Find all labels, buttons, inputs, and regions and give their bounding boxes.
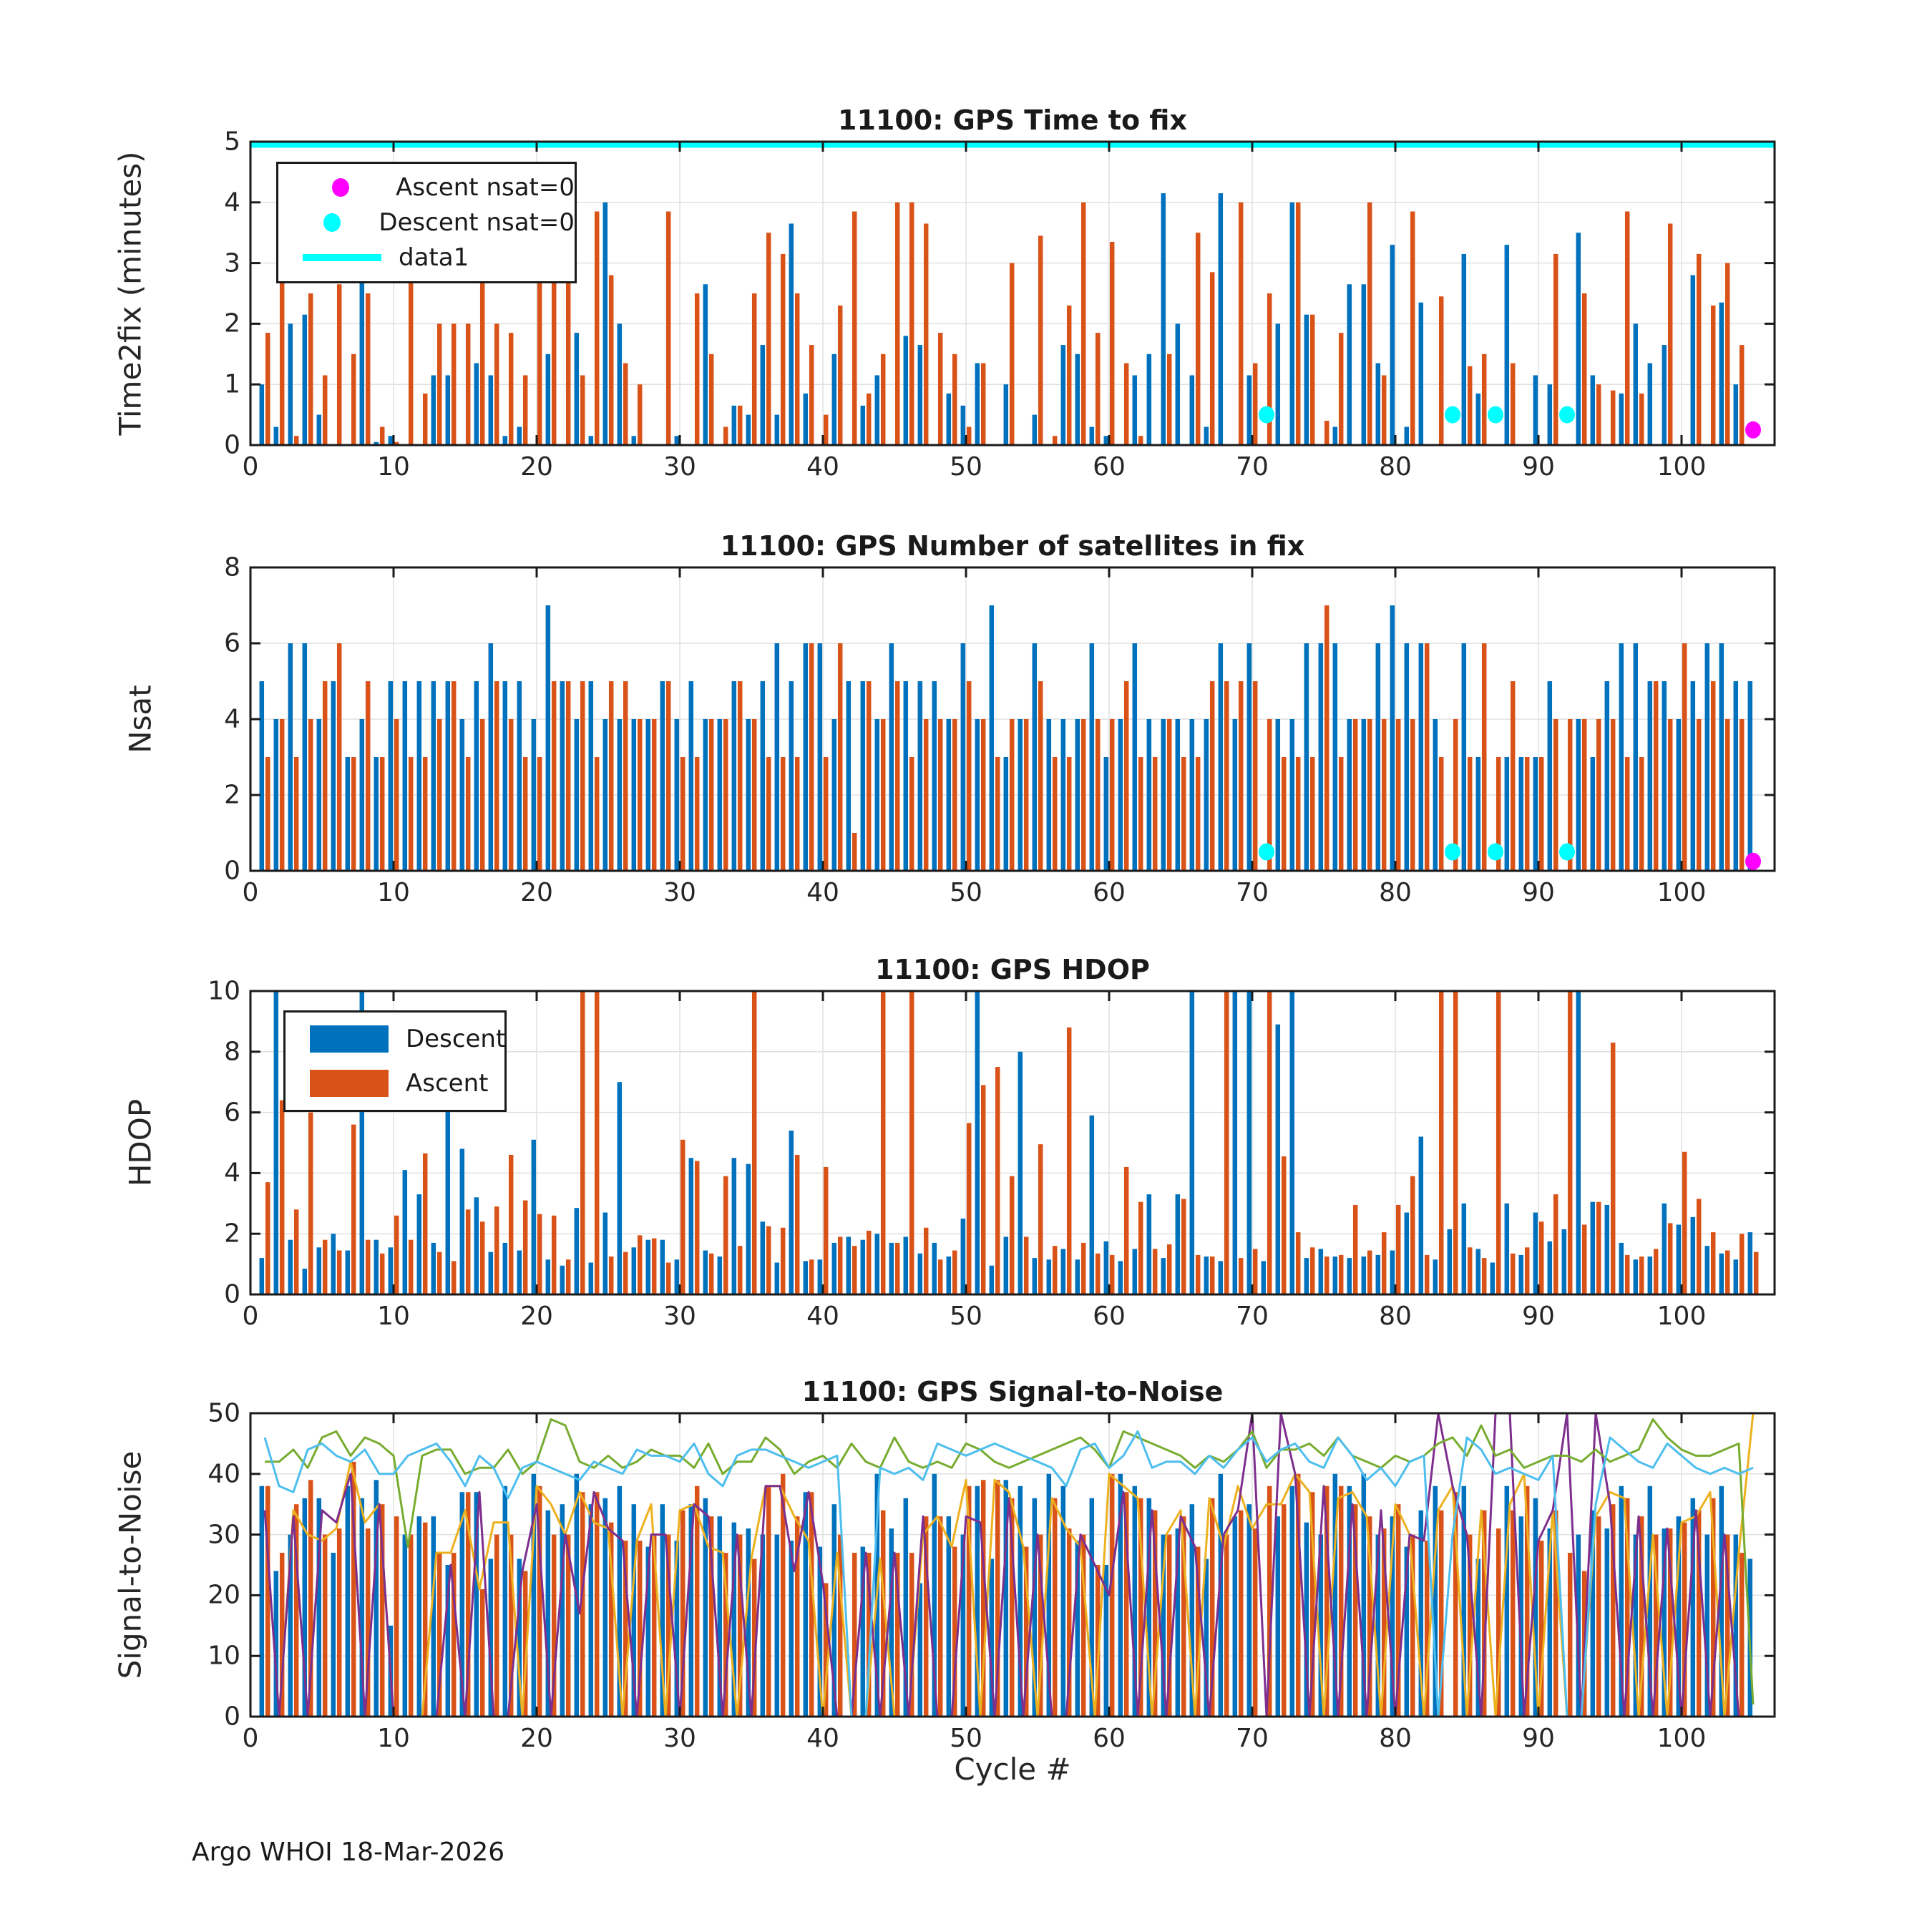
marker-descent-nsat-0 [1445,844,1460,861]
x-tick-label: 40 [806,878,839,907]
chart-canvas [250,1413,1775,1717]
chart3-ylabel: HDOP [122,1098,158,1187]
x-tick-label: 70 [1236,878,1269,907]
legend-item-descent [286,1025,504,1053]
chart3-title: 11100: GPS HDOP [875,954,1150,985]
y-tick-label: 0 [224,1702,240,1732]
x-tick-label: 60 [1093,1724,1126,1753]
chart4-title: 11100: GPS Signal-to-Noise [801,1376,1224,1407]
y-tick-label: 4 [224,187,240,218]
x-tick-label: 70 [1236,1302,1269,1331]
y-tick-label: 0 [224,856,240,886]
y-tick-label: 40 [208,1459,240,1489]
x-tick-label: 50 [950,1302,982,1331]
chart-canvas [250,567,1775,871]
x-tick-label: 20 [520,1302,553,1331]
x-tick-label: 40 [806,452,839,482]
x-tick-label: 0 [242,452,259,482]
y-tick-label: 10 [208,1641,240,1671]
legend-item-ascent-nsat0 [278,173,575,202]
y-tick-label: 2 [224,1219,240,1249]
y-tick-label: 4 [224,704,240,734]
signal-to-noise-plot [208,1398,1775,1753]
cyan-dot-icon [323,213,341,232]
x-tick-label: 100 [1657,1302,1707,1331]
y-tick-label: 20 [208,1580,240,1610]
legend-label: Descent [406,1025,506,1053]
marker-descent-nsat-0 [1488,406,1503,424]
x-tick-label: 80 [1379,1724,1412,1753]
x-tick-label: 10 [377,1724,410,1753]
x-tick-label: 100 [1657,452,1707,482]
y-tick-label: 2 [224,308,240,338]
x-tick-label: 80 [1379,1302,1412,1331]
x-tick-label: 80 [1379,452,1412,482]
x-tick-label: 0 [242,1302,259,1331]
legend-item-data1 [278,243,575,272]
legend-label: Descent nsat=0 [379,208,575,237]
magenta-dot-icon [332,178,349,197]
chart4-ylabel: Signal-to-Noise [112,1450,148,1679]
chart1-title: 11100: GPS Time to fix [838,104,1187,136]
snr-line-gold [265,1413,1753,1717]
x-tick-label: 80 [1379,878,1412,907]
x-tick-label: 90 [1522,1724,1555,1753]
y-tick-label: 10 [208,976,240,1006]
x-tick-label: 70 [1236,452,1269,482]
marker-descent-nsat-0 [1559,844,1575,861]
y-tick-label: 6 [224,628,240,658]
y-tick-label: 6 [224,1098,240,1128]
x-tick-label: 60 [1093,452,1126,482]
y-tick-label: 5 [224,127,240,157]
x-tick-label: 30 [663,1724,696,1753]
marker-ascent-nsat-0 [1745,421,1761,439]
marker-descent-nsat-0 [1559,406,1575,424]
legend-label: Ascent nsat=0 [396,172,575,202]
x-tick-label: 60 [1093,878,1126,907]
nsat-plot [224,552,1775,907]
x-tick-label: 60 [1093,1302,1126,1331]
y-tick-label: 3 [224,248,240,278]
chart2-ylabel: Nsat [122,685,158,753]
x-tick-label: 20 [520,452,553,482]
x-tick-label: 90 [1522,1302,1555,1331]
x-tick-label: 70 [1236,1724,1269,1753]
x-axis-label: Cycle # [954,1752,1071,1787]
x-tick-label: 30 [663,452,696,482]
y-tick-label: 50 [208,1398,240,1428]
y-tick-label: 8 [224,1037,240,1067]
x-tick-label: 10 [377,452,410,482]
y-tick-label: 4 [224,1158,240,1188]
orange-patch-icon [310,1070,389,1097]
y-tick-label: 8 [224,552,240,582]
x-tick-label: 100 [1657,878,1707,907]
x-tick-label: 50 [950,878,982,907]
footer-text: Argo WHOI 18-Mar-2026 [192,1838,505,1867]
marker-descent-nsat-0 [1488,844,1503,861]
x-tick-label: 10 [377,878,410,907]
x-tick-label: 100 [1657,1724,1707,1753]
y-tick-label: 30 [208,1520,240,1550]
marker-descent-nsat-0 [1259,844,1274,861]
legend-item-ascent [286,1069,504,1098]
chart1-ylabel: Time2fix (minutes) [112,151,148,436]
x-tick-label: 0 [242,1724,259,1753]
x-tick-label: 90 [1522,452,1555,482]
marker-ascent-nsat-0 [1745,853,1761,870]
y-tick-label: 2 [224,780,240,810]
cyan-line-icon [303,254,381,261]
x-tick-label: 40 [806,1302,839,1331]
chart2-title: 11100: GPS Number of satellites in fix [720,530,1305,562]
x-tick-label: 30 [663,1302,696,1331]
x-tick-label: 40 [806,1724,839,1753]
time-to-fix-legend [276,162,577,283]
y-tick-label: 0 [224,1279,240,1309]
marker-descent-nsat-0 [1445,406,1460,424]
x-tick-label: 50 [950,1724,982,1753]
legend-label: Ascent [406,1069,489,1098]
legend-item-descent-nsat0 [278,208,575,237]
marker-descent-nsat-0 [1259,406,1274,424]
x-tick-label: 0 [242,878,259,907]
blue-patch-icon [310,1025,389,1053]
x-tick-label: 90 [1522,878,1555,907]
x-tick-label: 20 [520,878,553,907]
y-tick-label: 0 [224,430,240,460]
legend-label: data1 [399,243,469,273]
hdop-legend [283,1010,507,1112]
x-tick-label: 30 [663,878,696,907]
x-tick-label: 20 [520,1724,553,1753]
y-tick-label: 1 [224,369,240,399]
x-tick-label: 50 [950,452,982,482]
x-tick-label: 10 [377,1302,410,1331]
